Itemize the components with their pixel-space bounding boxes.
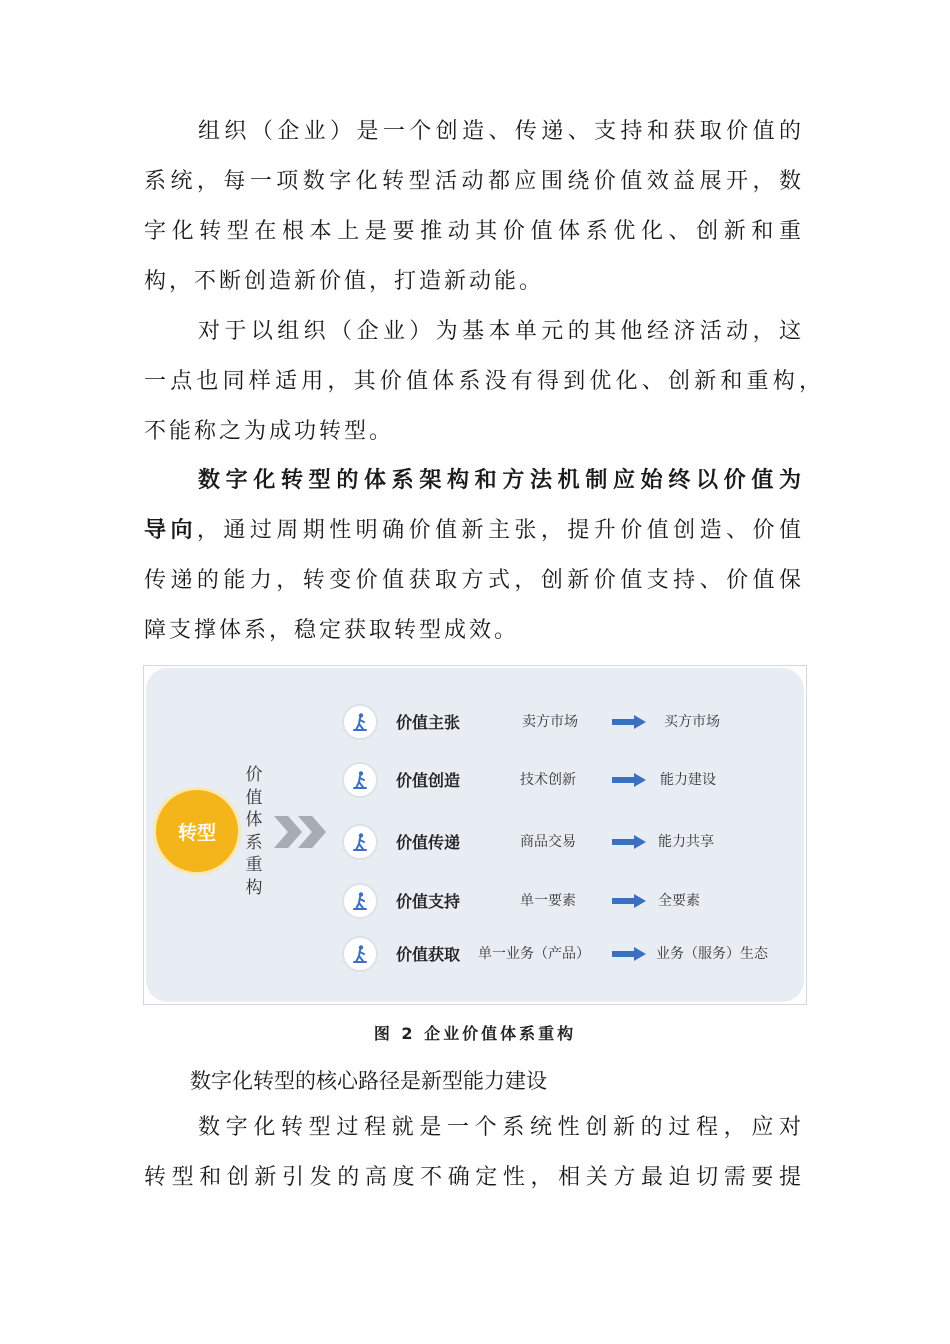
climber-icon: [342, 762, 378, 798]
row-from: 单一业务（产品）: [478, 946, 590, 962]
para1-line2: 系统，每一项数字化转型活动都应围绕价值效益展开，数: [144, 169, 804, 194]
para1-line3: 字化转型在根本上是要推动其价值体系优化、创新和重: [144, 219, 804, 244]
double-chevron-icon: [274, 816, 330, 848]
para2-line3: 不能称之为成功转型。: [144, 419, 395, 444]
vertical-char: 系: [245, 832, 263, 853]
row-from: 卖方市场: [522, 714, 578, 730]
vertical-char: 体: [245, 810, 263, 830]
para3-line2-rest: ，通过周期性明确价值新主张，提升价值创造、价值: [196, 518, 804, 543]
para1-line1: 组织（企业）是一个创造、传递、支持和获取价值的: [198, 119, 804, 144]
figure-panel: [146, 668, 804, 1002]
right-arrow-icon: [612, 715, 646, 729]
row-from: 单一要素: [520, 893, 576, 909]
row-title: 价值支持: [396, 892, 461, 911]
vertical-char: 价: [245, 765, 263, 785]
row-to: 业务（服务）生态: [656, 946, 768, 962]
para1-line4: 构，不断创造新价值，打造新动能。: [144, 269, 545, 294]
row-title: 价值传递: [396, 833, 461, 852]
vertical-label: [242, 764, 266, 899]
row-to: 全要素: [658, 893, 700, 909]
row-from: 技术创新: [520, 772, 576, 788]
para3-line3: 传递的能力，转变价值获取方式，创新价值支持、价值保: [144, 568, 804, 593]
climber-icon: [342, 824, 378, 860]
value-system-figure: [143, 665, 807, 1005]
climber-icon: [342, 704, 378, 740]
value-row-capture: [342, 936, 802, 976]
row-to: 能力共享: [658, 834, 714, 850]
transformation-circle: 转型: [156, 790, 238, 872]
para3-line1: 数字化转型的体系架构和方法机制应始终以价值为: [198, 468, 804, 493]
para3-bold-lead: 导向: [144, 518, 197, 543]
row-title: 价值获取: [396, 945, 461, 964]
value-row-creation: [342, 762, 802, 802]
section-heading: 数字化转型的核心路径是新型能力建设: [190, 1069, 547, 1093]
right-arrow-icon: [612, 835, 646, 849]
climber-icon: [342, 936, 378, 972]
value-row-support: [342, 883, 802, 923]
row-title: 价值创造: [396, 771, 461, 790]
figure-caption: 图 2 企业价值体系重构: [373, 1024, 577, 1043]
row-from: 商品交易: [520, 834, 576, 850]
para4-line1: 数字化转型过程就是一个系统性创新的过程，应对: [198, 1115, 804, 1140]
vertical-char: 构: [245, 877, 263, 898]
climber-icon: [342, 883, 378, 919]
row-to: 买方市场: [664, 714, 720, 730]
value-row-proposition: [342, 704, 802, 744]
para4-line2: 转型和创新引发的高度不确定性，相关方最迫切需要提: [144, 1165, 804, 1190]
para3-line2: [144, 516, 804, 546]
right-arrow-icon: [612, 947, 646, 961]
para3-line4: 障支撑体系，稳定获取转型成效。: [144, 618, 520, 643]
vertical-char: 重: [245, 855, 263, 875]
row-title: 价值主张: [396, 713, 461, 732]
para2-line1: 对于以组织（企业）为基本单元的其他经济活动，这: [198, 319, 804, 344]
para2-line2: 一点也同样适用，其价值体系没有得到优化、创新和重构，: [144, 369, 824, 394]
row-to: 能力建设: [660, 772, 716, 788]
right-arrow-icon: [612, 773, 646, 787]
vertical-char: 值: [245, 787, 263, 808]
right-arrow-icon: [612, 894, 646, 908]
value-row-delivery: [342, 824, 802, 864]
